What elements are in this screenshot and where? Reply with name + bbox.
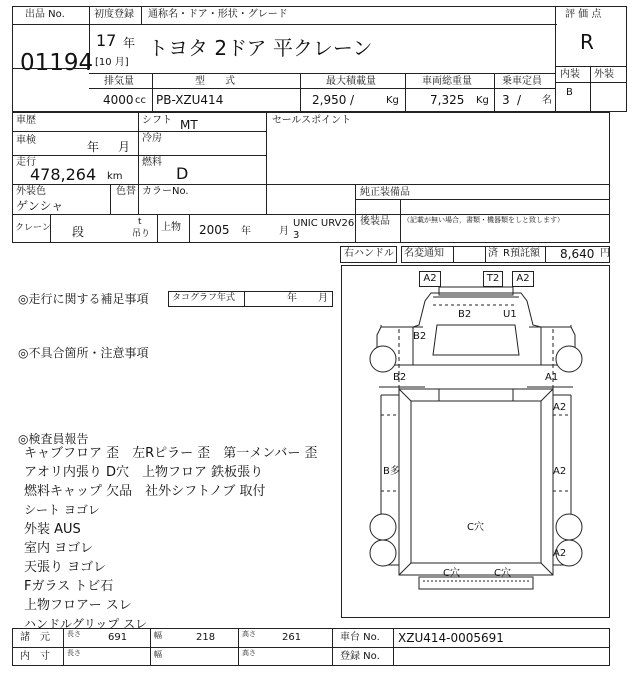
lot-no: 01194: [20, 50, 94, 76]
report-line: 外装 AUS: [24, 522, 81, 537]
car-name: トヨタ 2ドア 平クレーン: [148, 36, 373, 60]
seats-sep: /: [517, 93, 522, 107]
chassis: XZU414-0005691: [398, 631, 504, 645]
interior-dims-label: 内 寸: [20, 651, 50, 662]
height-label: 高さ: [242, 630, 256, 638]
seats-label: 乗車定員: [502, 76, 542, 87]
dims-label: 諸 元: [20, 632, 50, 643]
r-unit: 円: [600, 248, 610, 259]
mileage-unit: km: [107, 171, 123, 182]
crane-num: 3: [293, 230, 300, 241]
chassis-label: 車台 No.: [340, 632, 380, 643]
report-line: Fガラス トビ石: [24, 579, 114, 594]
length-label: 長さ: [67, 649, 81, 657]
gross-weight-unit: Kg: [476, 95, 489, 106]
damage-mark: B2: [413, 331, 427, 342]
name-change-sent: 済: [488, 248, 498, 259]
displacement-label: 排気量: [104, 76, 134, 87]
history-label: 車歴: [16, 115, 36, 126]
damage-mark: U1: [503, 309, 517, 320]
inspection-year: 年: [87, 140, 100, 154]
color-code-label: カラーNo.: [142, 186, 189, 197]
damage-mark: A2: [553, 402, 567, 413]
displacement-unit: cc: [135, 95, 146, 106]
displacement: 4000: [103, 93, 134, 107]
crane-label: クレーン: [15, 223, 51, 233]
inspector-label: ◎検査員報告: [18, 432, 89, 446]
crane-hang: 吊り: [132, 229, 151, 239]
mileage: 478,264: [30, 165, 97, 184]
length: 691: [108, 632, 128, 643]
tacho-year: 年: [287, 293, 297, 304]
damage-mark: C穴: [443, 568, 460, 579]
mileage-label: 走行: [16, 157, 36, 168]
length-label: 長さ: [67, 630, 81, 638]
crane-stage: 段: [72, 225, 85, 239]
seats-unit: 名: [542, 95, 552, 106]
tacho-label: タコグラフ年式: [172, 293, 236, 303]
interior-label: 内装: [560, 69, 580, 80]
sales-label: セールスポイント: [272, 115, 352, 126]
first-reg-month: [10 月]: [95, 57, 129, 68]
damage-mark: A2: [553, 466, 567, 477]
first-reg-year: 17: [96, 31, 117, 50]
report-line: キャブフロア 歪 左Rピラー 歪 第一メンバー 歪: [24, 446, 318, 461]
capacity-unit: Kg: [386, 95, 399, 106]
width: 218: [196, 632, 216, 643]
crane-month-unit: 月: [279, 226, 289, 237]
shift: MT: [180, 118, 198, 132]
damage-mark: C穴: [494, 568, 511, 579]
aftermarket-label: 後装品: [360, 216, 390, 227]
reg-label: 登録 No.: [340, 651, 380, 662]
report-line: 燃料キャップ 欠品 社外シフトノブ 取付: [24, 484, 266, 499]
driving-notes-label: ◎走行に関する補足事項: [18, 292, 149, 306]
damage-mark: B2: [393, 372, 407, 383]
damage-mark: B2: [458, 309, 472, 320]
capacity-sep: /: [350, 93, 355, 107]
width-label: 幅: [154, 650, 162, 659]
aftermarket-note: （記載が無い場合，書類・機器類をしと致します）: [403, 216, 564, 224]
crane-year-unit: 年: [241, 226, 251, 237]
car-name-label: 通称名・ドア・形状・グレード: [148, 9, 288, 20]
report-line: 上物フロアー スレ: [24, 598, 132, 613]
model-label: 型 式: [195, 76, 235, 87]
inspection-label: 車検: [16, 135, 36, 146]
crane-up-label: 上物: [161, 222, 181, 233]
first-reg-label: 初度登録: [94, 9, 134, 20]
model: PB-XZU414: [156, 93, 224, 107]
crane-year: 2005: [199, 223, 230, 237]
height: 261: [282, 632, 302, 643]
shift-label: シフト: [142, 115, 172, 126]
damage-mark: A2: [419, 271, 441, 287]
aircon-label: 冷房: [142, 133, 162, 144]
truck-diagram: [341, 265, 610, 618]
color: ゲンシャ: [16, 199, 64, 213]
genuine-label: 純正装備品: [360, 187, 410, 198]
damage-mark: A2: [512, 271, 534, 287]
fuel: D: [176, 164, 189, 183]
crane-maker: UNIC URV26: [293, 218, 355, 229]
report-line: 室内 ヨゴレ: [24, 541, 94, 556]
score: R: [580, 30, 594, 54]
seats: 3: [502, 93, 510, 107]
damage-mark: A2: [553, 548, 567, 559]
report-line: アオリ内張り D穴 上物フロア 鉄板張り: [24, 465, 264, 480]
defects-label: ◎不具合箇所・注意事項: [18, 346, 149, 360]
exterior-label: 外装: [594, 69, 614, 80]
lot-no-label: 出品 No.: [25, 9, 65, 20]
gross-weight: 7,325: [430, 93, 465, 107]
gross-weight-label: 車両総重量: [422, 76, 472, 87]
width-label: 幅: [154, 631, 162, 640]
name-change-label: 名変通知: [404, 248, 444, 259]
report-line: シート ヨゴレ: [24, 503, 100, 517]
handle: 右ハンドル: [344, 248, 394, 259]
first-reg-year-unit: 年: [123, 36, 136, 50]
score-label: 評 価 点: [565, 9, 602, 20]
tacho-month: 月: [318, 293, 328, 304]
fuel-label: 燃料: [142, 157, 162, 168]
r-amount: 8,640: [560, 247, 595, 261]
color-label: 外装色: [16, 186, 46, 197]
capacity: 2,950: [312, 93, 347, 107]
report-line: 天張り ヨゴレ: [24, 560, 107, 575]
height-label: 高さ: [242, 649, 256, 657]
color-no-label: 色替: [116, 186, 136, 197]
damage-mark: B多: [383, 466, 400, 477]
interior-grade: B: [566, 87, 573, 98]
damage-mark: C穴: [467, 522, 484, 533]
crane-t: t: [138, 217, 142, 227]
inspector-report: [24, 447, 318, 637]
r-label: R預託額: [503, 248, 540, 259]
report-line: ハンドルグリップ スレ: [24, 617, 148, 631]
damage-mark: T2: [483, 271, 503, 287]
inspection-month: 月: [118, 140, 131, 154]
damage-mark: A1: [545, 372, 559, 383]
capacity-label: 最大積載量: [326, 76, 376, 87]
